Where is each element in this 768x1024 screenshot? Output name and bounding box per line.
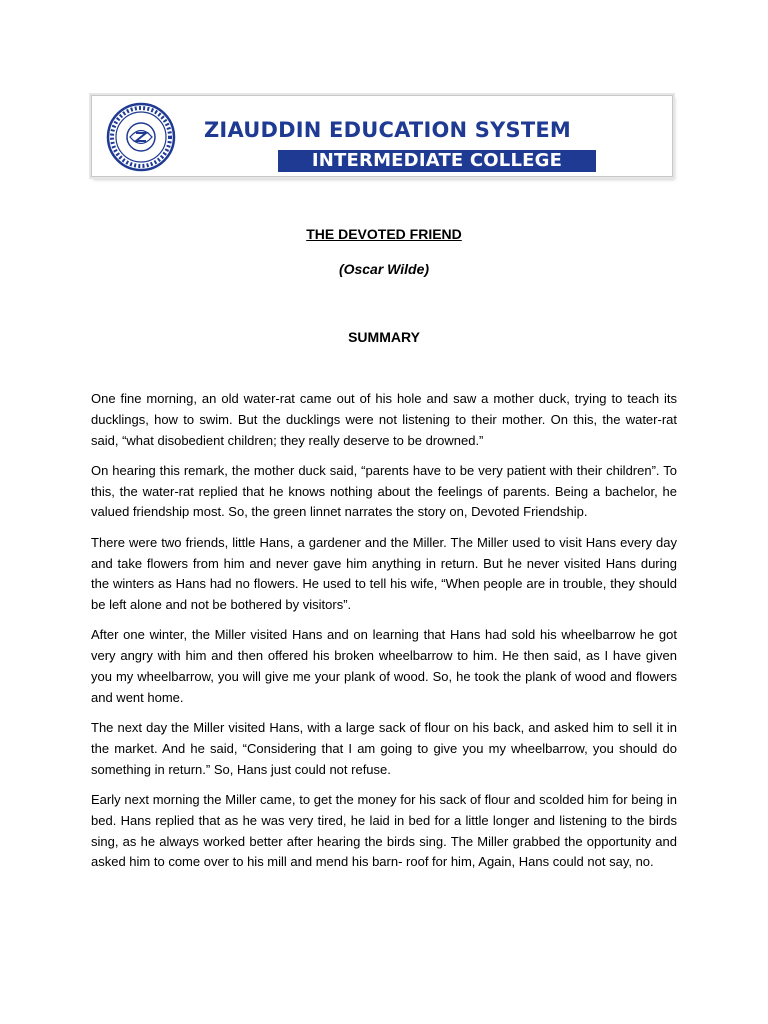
- paragraph: The next day the Miller visited Hans, with a large sack of flour on his back, and asked him to sell it in the market. And he said, “Considering that I am going to give you my wheelbarrow, you should do something in return.” So, Hans just could not refuse.: [91, 720, 677, 777]
- paragraph: After one winter, the Miller visited Hans and on learning that Hans had sold his wheelbarrow he got very angry with him and then offered his broken wheelbarrow to him. He then said, as I have given you my wheelbarrow, you will give me your plank of wood. So, he took the plank of wood and flowers and went home.: [91, 627, 677, 705]
- document-author: (Oscar Wilde): [338, 261, 430, 277]
- college-seal-logo: [106, 102, 176, 172]
- college-name: INTERMEDIATE COLLEGE: [311, 150, 563, 171]
- college-banner: [91, 95, 673, 177]
- summary-body: [91, 389, 677, 883]
- paragraph: Early next morning the Miller came, to get the money for his sack of flour and scolded him for being in bed. Hans replied that as he was very tired, he laid in bed for a little longer and listening to the birds sing, as he always worked better after hearing the birds sing. The Miller grabbed the opportunity and asked him to come over to his mill and mend his barn- roof for him, Again, Hans could not say, no.: [91, 792, 677, 870]
- college-name-bar: [278, 150, 596, 172]
- section-heading: SUMMARY: [348, 329, 420, 345]
- document-title: THE DEVOTED FRIEND: [306, 226, 462, 242]
- institution-name: ZIAUDDIN EDUCATION SYSTEM: [204, 118, 572, 142]
- paragraph: One fine morning, an old water-rat came out of his hole and saw a mother duck, trying to teach its ducklings, how to swim. But the ducklings were not listening to their mother. On this, the water-rat said, “what disobedient children; they really deserve to be drowned.”: [91, 391, 677, 448]
- paragraph: On hearing this remark, the mother duck said, “parents have to be very patient with their children”. To this, the water-rat replied that he knows nothing about the feelings of parents. Being a bachelor, he valued friendship most. So, the green linnet narrates the story on, Devoted Friendship.: [91, 462, 677, 520]
- paragraph: There were two friends, little Hans, a gardener and the Miller. The Miller used to visit Hans every day and take flowers from him and never gave him anything in return. But he never visited Hans during the winters as Hans had no flowers. He used to tell his wife, “When people are in trouble, they should be left alone and not be bothered by visitors”.: [91, 534, 677, 613]
